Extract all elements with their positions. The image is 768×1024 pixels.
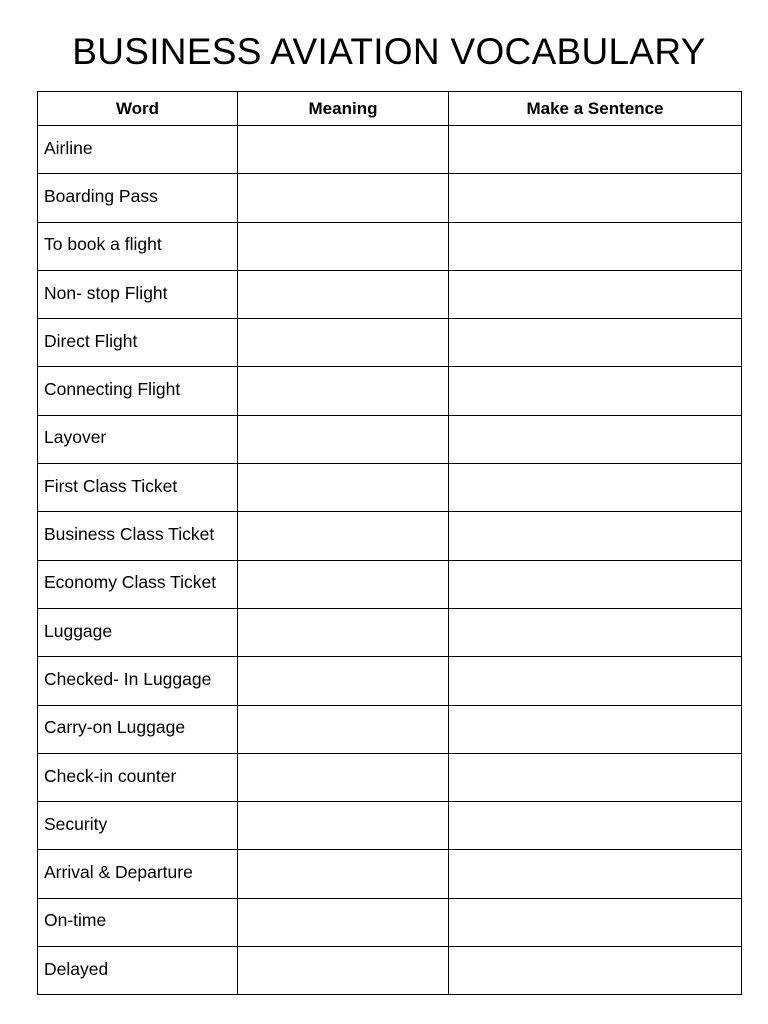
sentence-cell[interactable]: [449, 319, 742, 367]
sentence-cell[interactable]: [449, 898, 742, 946]
sentence-cell[interactable]: [449, 947, 742, 995]
table-row: [38, 464, 742, 512]
word-cell: Non- stop Flight: [38, 270, 238, 318]
word-cell: On-time: [38, 898, 238, 946]
word-cell: Carry-on Luggage: [38, 705, 238, 753]
header-meaning: Meaning: [238, 92, 449, 126]
sentence-cell[interactable]: [449, 657, 742, 705]
sentence-cell[interactable]: [449, 174, 742, 222]
meaning-cell[interactable]: [238, 512, 449, 560]
word-cell: First Class Ticket: [38, 464, 238, 512]
meaning-cell[interactable]: [238, 319, 449, 367]
table-row: [38, 705, 742, 753]
table-row: [38, 512, 742, 560]
header-word: Word: [38, 92, 238, 126]
page-title: BUSINESS AVIATION VOCABULARY: [72, 31, 706, 72]
meaning-cell[interactable]: [238, 608, 449, 656]
table-row: [38, 367, 742, 415]
meaning-cell[interactable]: [238, 464, 449, 512]
sentence-cell[interactable]: [449, 367, 742, 415]
meaning-cell[interactable]: [238, 705, 449, 753]
table-row: [38, 126, 742, 174]
sentence-cell[interactable]: [449, 415, 742, 463]
table-row: [38, 608, 742, 656]
word-cell: Economy Class Ticket: [38, 560, 238, 608]
word-cell: Business Class Ticket: [38, 512, 238, 560]
word-cell: Check-in counter: [38, 753, 238, 801]
sentence-cell[interactable]: [449, 126, 742, 174]
word-cell: Checked- In Luggage: [38, 657, 238, 705]
word-cell: Airline: [38, 126, 238, 174]
sentence-cell[interactable]: [449, 850, 742, 898]
table-row: [38, 415, 742, 463]
word-cell: Connecting Flight: [38, 367, 238, 415]
table-body: [38, 126, 742, 995]
word-cell: Luggage: [38, 608, 238, 656]
sentence-cell[interactable]: [449, 560, 742, 608]
meaning-cell[interactable]: [238, 270, 449, 318]
word-cell: Direct Flight: [38, 319, 238, 367]
meaning-cell[interactable]: [238, 367, 449, 415]
meaning-cell[interactable]: [238, 753, 449, 801]
table-row: [38, 222, 742, 270]
meaning-cell[interactable]: [238, 657, 449, 705]
table-row: [38, 270, 742, 318]
word-cell: Boarding Pass: [38, 174, 238, 222]
table-row: [38, 319, 742, 367]
table-row: [38, 657, 742, 705]
table-row: [38, 898, 742, 946]
meaning-cell[interactable]: [238, 174, 449, 222]
meaning-cell[interactable]: [238, 898, 449, 946]
table-row: [38, 753, 742, 801]
sentence-cell[interactable]: [449, 464, 742, 512]
word-cell: Security: [38, 802, 238, 850]
meaning-cell[interactable]: [238, 802, 449, 850]
meaning-cell[interactable]: [238, 415, 449, 463]
sentence-cell[interactable]: [449, 802, 742, 850]
meaning-cell[interactable]: [238, 126, 449, 174]
sentence-cell[interactable]: [449, 512, 742, 560]
word-cell: Delayed: [38, 947, 238, 995]
table-row: [38, 947, 742, 995]
meaning-cell[interactable]: [238, 560, 449, 608]
vocabulary-table: [37, 91, 742, 995]
table-row: [38, 174, 742, 222]
table-header-row: [38, 92, 742, 126]
meaning-cell[interactable]: [238, 222, 449, 270]
word-cell: Arrival & Departure: [38, 850, 238, 898]
table-row: [38, 560, 742, 608]
table-row: [38, 802, 742, 850]
sentence-cell[interactable]: [449, 270, 742, 318]
word-cell: Layover: [38, 415, 238, 463]
word-cell: To book a flight: [38, 222, 238, 270]
sentence-cell[interactable]: [449, 222, 742, 270]
meaning-cell[interactable]: [238, 947, 449, 995]
table-row: [38, 850, 742, 898]
meaning-cell[interactable]: [238, 850, 449, 898]
sentence-cell[interactable]: [449, 705, 742, 753]
sentence-cell[interactable]: [449, 608, 742, 656]
sentence-cell[interactable]: [449, 753, 742, 801]
header-make-a-sentence: Make a Sentence: [449, 92, 742, 126]
